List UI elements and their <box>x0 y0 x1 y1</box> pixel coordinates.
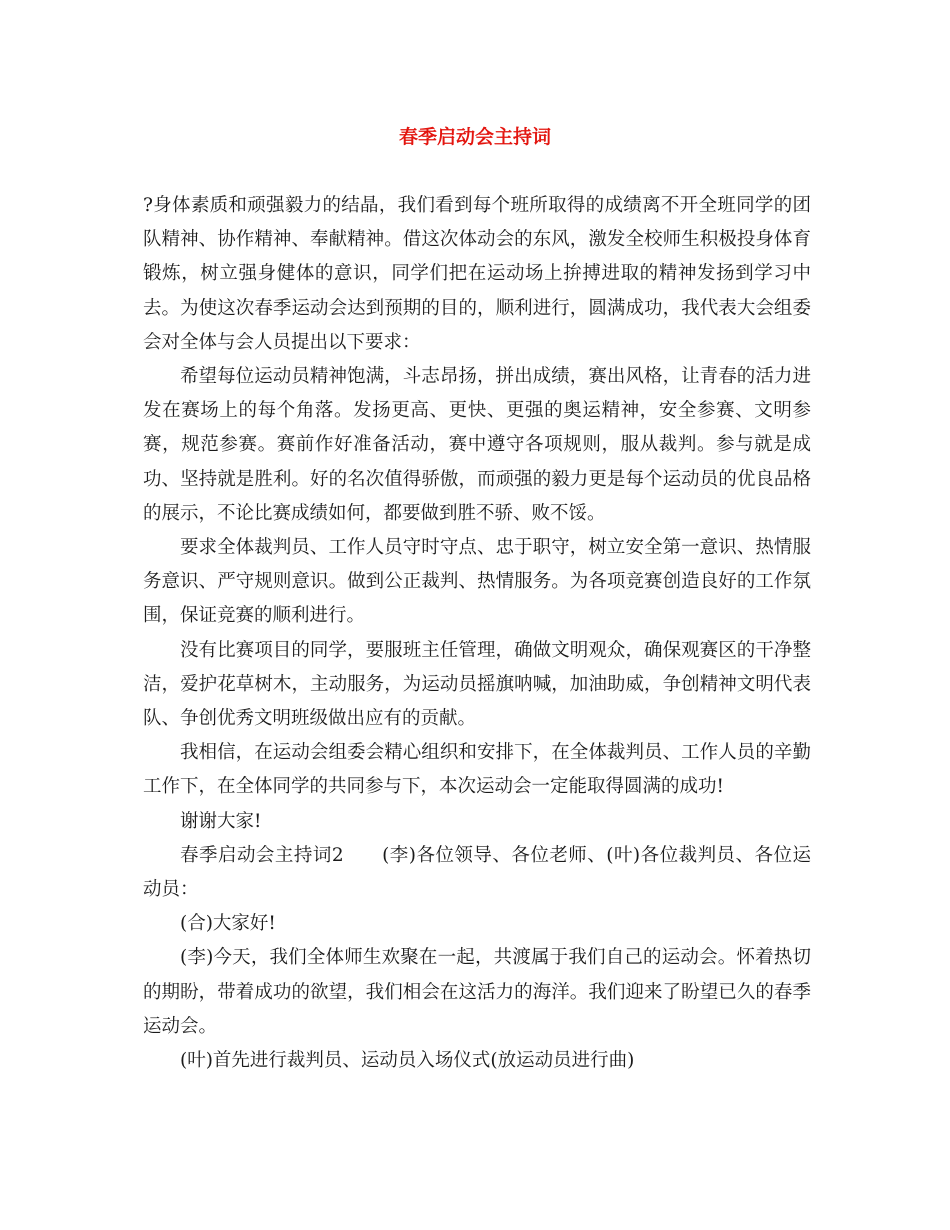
paragraph: 谢谢大家! <box>180 810 262 832</box>
paragraph: 春季启动会主持词2 (李)各位领导、各位老师、(叶)各位裁判员、各位运动员： <box>143 844 811 901</box>
paragraph: (李)今天，我们全体师生欢聚在一起，共渡属于我们自己的运动会。怀着热切的期盼，带着成功的欲望，我们相会在这活力的海洋。我们迎来了盼望已久的春季运动会。 <box>143 947 811 1037</box>
paragraph: 要求全体裁判员、工作人员守时守点、忠于职守，树立安全第一意识、热情服务意识、严守规则意识。做到公正裁判、热情服务。为各项竞赛创造良好的工作氛围，保证竞赛的顺利进行。 <box>143 537 811 627</box>
paragraph: (叶)首先进行裁判员、运动员入场仪式(放运动员进行曲) <box>180 1050 635 1072</box>
paragraph: 希望每位运动员精神饱满，斗志昂扬，拼出成绩，赛出风格，让青春的活力进发在赛场上的每个角落。发扬更高、更快、更强的奥运精神，安全参赛、文明参赛，规范参赛。赛前作好准备活动，赛中遵守各项规则，服从裁判。参与就是成功、坚持就是胜利。好的名次值得骄傲，而顽强的毅力更是每个运动员的优良品格的展示，不论比赛成绩如何，都要做到胜不骄、败不馁。 <box>143 366 811 524</box>
paragraph: ?身体素质和顽强毅力的结晶，我们看到每个班所取得的成绩离不开全班同学的团队精神、协作精神、奉献精神。借这次体动会的东风，激发全校师生积极投身体育锻炼，树立强身健体的意识，同学们把在运动场上拚搏进取的精神发扬到学习中去。为使这次春季运动会达到预期的目的，顺利进行，圆满成功，我代表大会组委会对全体与会人员提出以下要求： <box>143 195 811 353</box>
paragraph: 没有比赛项目的同学，要服班主任管理，确做文明观众，确保观赛区的干净整洁，爱护花草树木，主动服务，为运动员摇旗呐喊，加油助威，争创精神文明代表队、争创优秀文明班级做出应有的贡献。 <box>143 639 811 730</box>
paragraph: 我相信，在运动会组委会精心组织和安排下，在全体裁判员、工作人员的辛勤工作下，在全体同学的共同参与下，本次运动会一定能取得圆满的成功! <box>143 742 811 798</box>
document-body <box>143 189 811 1078</box>
paragraph: (合)大家好! <box>180 913 276 935</box>
document-title: 春季启动会主持词 <box>398 126 551 148</box>
